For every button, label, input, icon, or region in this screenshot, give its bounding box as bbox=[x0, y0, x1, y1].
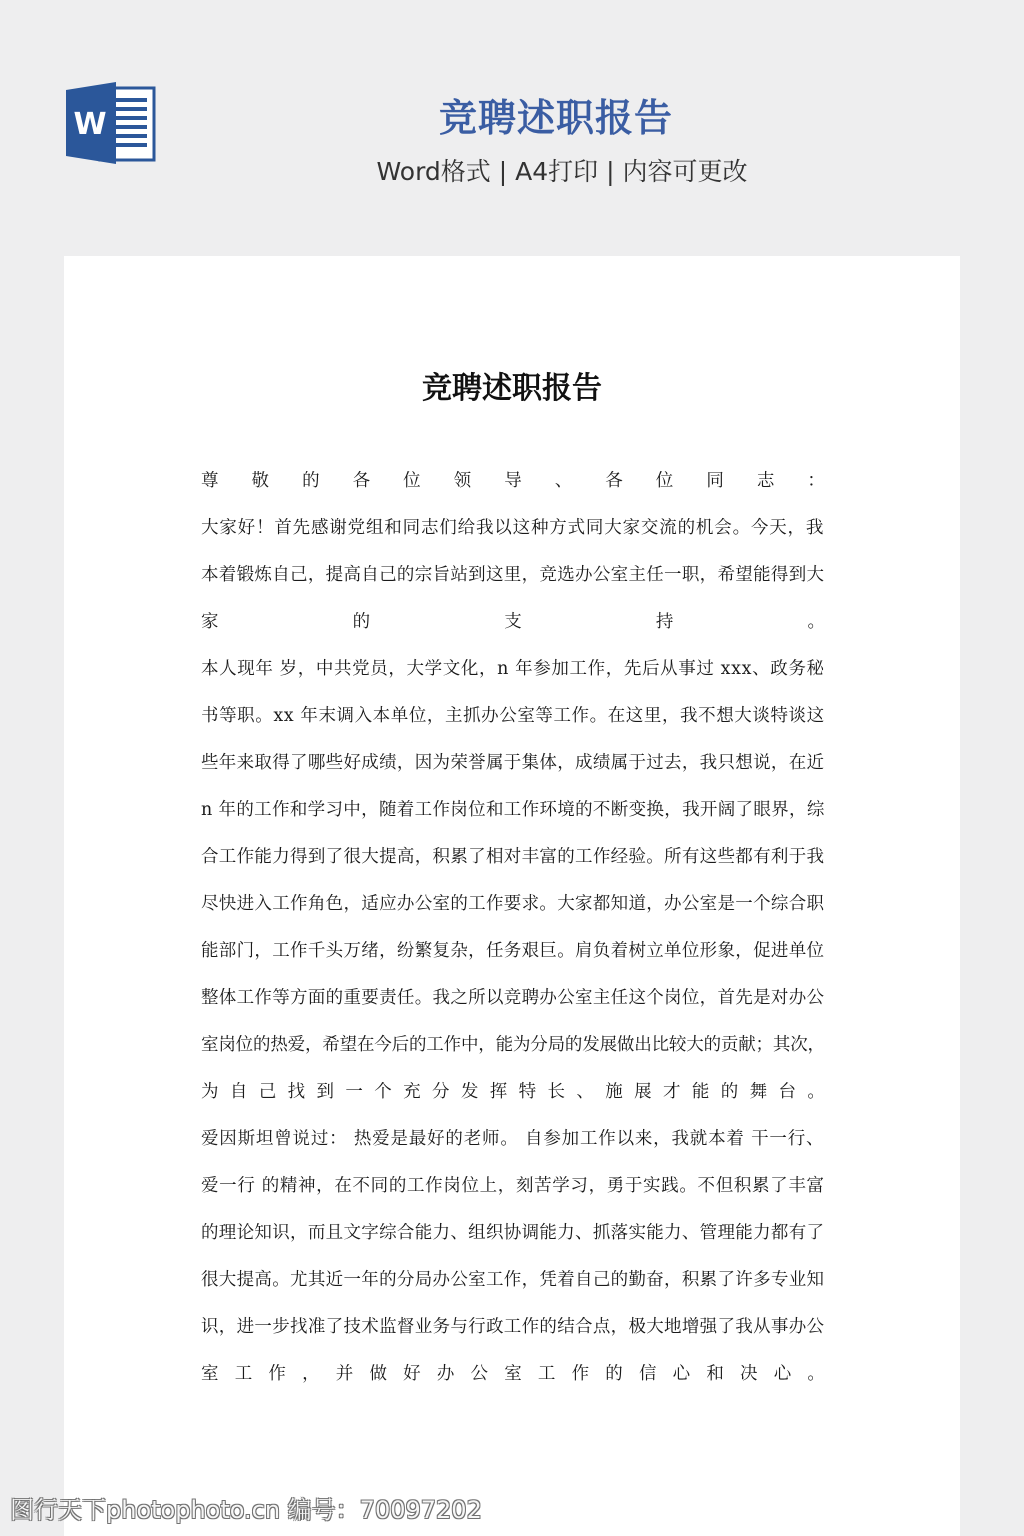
body-line: 室岗位的热爱，希望在今后的工作中，能为分局的发展做出比较大的贡献；其次， bbox=[201, 1035, 825, 1055]
body-line: 为 自 己 找 到 一 个 充 分 发 挥 特 长 、 施 展 才 能 的 舞 台 。 bbox=[201, 1082, 825, 1102]
body-line: 能部门，工作千头万绪，纷繁复杂，任务艰巨。肩负着树立单位形象，促进单位 bbox=[201, 941, 825, 961]
document-page bbox=[64, 256, 960, 1536]
body-line: 很大提高。尤其近一年的分局办公室工作，凭着自己的勤奋，积累了许多专业知 bbox=[201, 1270, 825, 1290]
banner-title: 竞聘述职报告 bbox=[438, 96, 673, 140]
body-line: 家 的 支 持 。 bbox=[201, 612, 825, 632]
body-line: 室 工 作 ， 并 做 好 办 公 室 工 作 的 信 心 和 决 心 。 bbox=[201, 1364, 825, 1384]
body-line: 本人现年 岁，中共党员，大学文化，n 年参加工作，先后从事过 xxx、政务秘 bbox=[201, 659, 825, 679]
document-body bbox=[201, 458, 825, 1398]
document-title: 竞聘述职报告 bbox=[422, 371, 602, 406]
banner-subtitle: Word格式 | A4打印 | 内容可更改 bbox=[376, 157, 748, 186]
body-line: 的理论知识，而且文字综合能力、组织协调能力、抓落实能力、管理能力都有了 bbox=[201, 1223, 825, 1243]
body-line: 大家好！首先感谢党组和同志们给我以这种方式同大家交流的机会。今天，我 bbox=[201, 518, 825, 538]
body-line: 本着锻炼自己，提高自己的宗旨站到这里，竞选办公室主任一职，希望能得到大 bbox=[201, 565, 825, 585]
word-logo-letter: W bbox=[73, 107, 107, 142]
body-line: n 年的工作和学习中，随着工作岗位和工作环境的不断变换，我开阔了眼界，综 bbox=[201, 800, 825, 820]
word-document-icon bbox=[64, 80, 156, 166]
watermark-text: 图行天下photophoto.cn 编号：70097202 bbox=[10, 1496, 482, 1524]
body-line: 爱一行 的精神，在不同的工作岗位上，刻苦学习，勇于实践。不但积累了丰富 bbox=[201, 1176, 825, 1196]
body-line: 尽快进入工作角色，适应办公室的工作要求。大家都知道，办公室是一个综合职 bbox=[201, 894, 825, 914]
body-line: 整体工作等方面的重要责任。我之所以竞聘办公室主任这个岗位，首先是对办公 bbox=[201, 988, 825, 1008]
body-line: 识，进一步找准了技术监督业务与行政工作的结合点，极大地增强了我从事办公 bbox=[201, 1317, 825, 1337]
body-line: 尊 敬 的 各 位 领 导 、 各 位 同 志 ： bbox=[201, 471, 825, 491]
body-line: 合工作能力得到了很大提高，积累了相对丰富的工作经验。所有这些都有利于我 bbox=[201, 847, 825, 867]
body-line: 些年来取得了哪些好成绩，因为荣誉属于集体，成绩属于过去，我只想说，在近 bbox=[201, 753, 825, 773]
banner-header bbox=[0, 0, 1024, 256]
body-line: 爱因斯坦曾说过： 热爱是最好的老师。 自参加工作以来，我就本着 干一行、 bbox=[201, 1129, 825, 1149]
body-line: 书等职。xx 年末调入本单位，主抓办公室等工作。在这里，我不想大谈特谈这 bbox=[201, 706, 825, 726]
